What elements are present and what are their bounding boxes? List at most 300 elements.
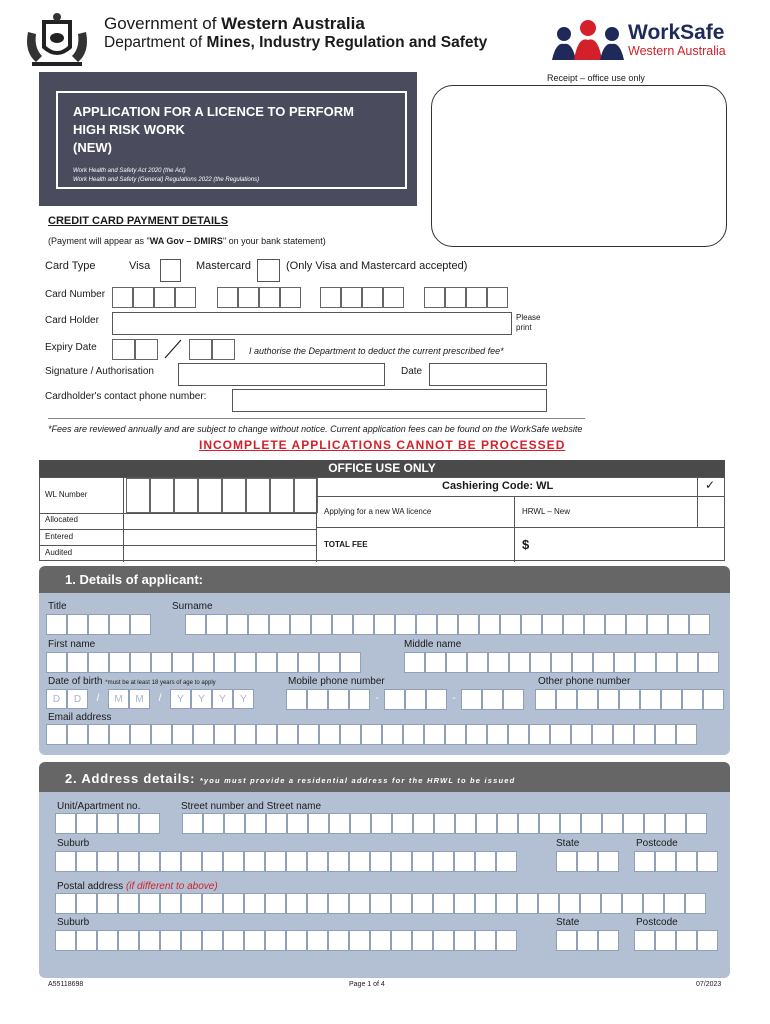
char-box[interactable] (290, 614, 311, 635)
char-box[interactable] (76, 813, 97, 834)
char-box[interactable] (535, 689, 556, 710)
char-box[interactable] (139, 851, 160, 872)
char-box[interactable] (644, 813, 665, 834)
char-box[interactable] (374, 614, 395, 635)
char-box[interactable] (551, 652, 572, 673)
char-box[interactable] (556, 851, 577, 872)
char-box[interactable] (298, 652, 319, 673)
char-box[interactable] (446, 652, 467, 673)
char-box[interactable] (88, 652, 109, 673)
char-box[interactable] (76, 851, 97, 872)
char-box[interactable] (697, 930, 718, 951)
char-box[interactable] (584, 614, 605, 635)
char-box[interactable] (151, 724, 172, 745)
title-input[interactable] (46, 614, 151, 635)
postal-postcode-label: Postcode (636, 917, 678, 928)
char-box[interactable] (580, 893, 601, 914)
char-box[interactable] (668, 614, 689, 635)
char-box[interactable] (602, 813, 623, 834)
char-box[interactable] (307, 689, 328, 710)
char-box[interactable] (697, 851, 718, 872)
char-box[interactable] (328, 851, 349, 872)
postal-input[interactable] (55, 893, 706, 914)
visa-checkbox[interactable] (160, 259, 181, 282)
char-box[interactable] (286, 893, 307, 914)
char-box[interactable] (437, 614, 458, 635)
char-box[interactable] (433, 851, 454, 872)
char-box[interactable] (349, 930, 370, 951)
char-box[interactable] (130, 614, 151, 635)
char-box[interactable] (181, 851, 202, 872)
accepted-note: (Only Visa and Mastercard accepted) (286, 260, 468, 272)
postcode-label: Postcode (636, 838, 678, 849)
char-box[interactable] (581, 813, 602, 834)
worksafe-logo-icon (548, 14, 628, 64)
mastercard-label: Mastercard (196, 260, 252, 272)
char-box[interactable] (307, 930, 328, 951)
char-box[interactable] (286, 930, 307, 951)
expiry-month-input[interactable] (112, 339, 158, 360)
char-box[interactable] (454, 893, 475, 914)
char-box[interactable] (160, 851, 181, 872)
char-box[interactable] (542, 614, 563, 635)
char-box[interactable] (488, 652, 509, 673)
char-box[interactable] (286, 689, 307, 710)
section1-heading: 1. Details of applicant: (65, 572, 203, 587)
char-box[interactable] (265, 893, 286, 914)
char-box[interactable] (392, 813, 413, 834)
char-box[interactable] (634, 851, 655, 872)
char-box[interactable] (577, 851, 598, 872)
char-box[interactable] (67, 724, 88, 745)
char-box[interactable] (619, 689, 640, 710)
char-box[interactable] (244, 851, 265, 872)
allocated-label: Allocated (45, 515, 78, 524)
char-box[interactable] (412, 893, 433, 914)
char-box[interactable] (245, 813, 266, 834)
char-box[interactable] (193, 724, 214, 745)
char-box[interactable] (109, 724, 130, 745)
char-box[interactable] (664, 893, 685, 914)
state-label: State (556, 838, 580, 849)
char-box[interactable] (203, 813, 224, 834)
wl-number-input[interactable] (126, 478, 318, 513)
char-box[interactable] (601, 893, 622, 914)
char-box[interactable] (413, 813, 434, 834)
char-box[interactable] (412, 930, 433, 951)
char-box[interactable] (698, 652, 719, 673)
char-box[interactable] (482, 689, 503, 710)
expiry-year-input[interactable] (189, 339, 235, 360)
char-box[interactable] (286, 851, 307, 872)
char-box[interactable] (496, 851, 517, 872)
postal-postcode-input[interactable] (634, 930, 718, 951)
first-name-input[interactable] (46, 652, 361, 673)
char-box[interactable] (329, 813, 350, 834)
char-box[interactable] (703, 689, 724, 710)
state-input[interactable] (556, 851, 619, 872)
char-box[interactable] (598, 851, 619, 872)
char-box[interactable] (266, 813, 287, 834)
char-box[interactable] (350, 813, 371, 834)
char-box[interactable] (46, 652, 67, 673)
char-box[interactable] (571, 724, 592, 745)
char-box[interactable] (634, 930, 655, 951)
char-box[interactable] (614, 652, 635, 673)
char-box[interactable] (55, 930, 76, 951)
char-box[interactable] (206, 614, 227, 635)
char-box[interactable] (223, 893, 244, 914)
char-box[interactable] (109, 652, 130, 673)
char-box[interactable] (496, 930, 517, 951)
first-name-label: First name (48, 639, 96, 650)
office-use-table (39, 477, 725, 561)
char-box[interactable] (661, 689, 682, 710)
char-box[interactable] (118, 813, 139, 834)
char-box[interactable] (676, 930, 697, 951)
char-box[interactable] (67, 614, 88, 635)
char-box[interactable] (224, 813, 245, 834)
char-box[interactable] (76, 893, 97, 914)
char-box[interactable] (193, 652, 214, 673)
char-box[interactable] (172, 724, 193, 745)
char-box[interactable] (182, 813, 203, 834)
char-box[interactable] (391, 930, 412, 951)
postcode-input[interactable] (634, 851, 718, 872)
char-box[interactable] (235, 652, 256, 673)
char-box[interactable] (349, 893, 370, 914)
postal-suburb-input[interactable] (55, 930, 517, 951)
char-box[interactable] (665, 813, 686, 834)
char-box[interactable] (529, 724, 550, 745)
char-box[interactable] (655, 724, 676, 745)
payment-date-input[interactable] (429, 363, 547, 386)
char-box[interactable] (277, 652, 298, 673)
char-box[interactable] (97, 813, 118, 834)
char-box[interactable] (556, 689, 577, 710)
char-box[interactable] (248, 614, 269, 635)
title-label: Title (48, 601, 67, 612)
char-box[interactable] (328, 689, 349, 710)
char-box[interactable] (563, 614, 584, 635)
char-box[interactable] (550, 724, 571, 745)
unit-label: Unit/Apartment no. (57, 801, 141, 812)
char-box[interactable] (227, 614, 248, 635)
worksafe-wordmark: WorkSafe Western Australia (628, 21, 726, 58)
char-box[interactable] (598, 689, 619, 710)
char-box[interactable] (130, 724, 151, 745)
card-number-group-4[interactable] (424, 287, 508, 308)
char-box[interactable] (256, 724, 277, 745)
postal-label: Postal address (if different to above) (57, 881, 218, 892)
char-box[interactable] (475, 930, 496, 951)
char-box[interactable] (118, 930, 139, 951)
char-box[interactable] (677, 652, 698, 673)
char-box[interactable] (109, 614, 130, 635)
postal-state-input[interactable] (556, 930, 619, 951)
char-box[interactable] (308, 813, 329, 834)
char-box[interactable] (181, 930, 202, 951)
char-box[interactable] (487, 724, 508, 745)
char-box[interactable] (454, 930, 475, 951)
char-box[interactable] (622, 893, 643, 914)
char-box[interactable] (328, 930, 349, 951)
char-box[interactable] (353, 614, 374, 635)
char-box[interactable] (626, 614, 647, 635)
char-box[interactable] (202, 851, 223, 872)
char-box[interactable] (466, 724, 487, 745)
char-box[interactable] (277, 724, 298, 745)
act-1: Work Health and Safety Act 2020 (the Act) (73, 168, 186, 174)
char-box[interactable] (391, 893, 412, 914)
char-box[interactable] (328, 893, 349, 914)
char-box[interactable] (202, 893, 223, 914)
char-box[interactable] (46, 614, 67, 635)
char-box[interactable] (349, 689, 370, 710)
char-box[interactable] (643, 893, 664, 914)
char-box[interactable] (539, 813, 560, 834)
card-number-group-2[interactable] (217, 287, 301, 308)
char-box[interactable] (467, 652, 488, 673)
char-box[interactable] (647, 614, 668, 635)
char-box[interactable] (538, 893, 559, 914)
char-box[interactable] (160, 893, 181, 914)
signature-label: Signature / Authorisation (45, 366, 154, 377)
char-box[interactable] (311, 614, 332, 635)
char-box[interactable] (46, 724, 67, 745)
char-box[interactable] (384, 689, 405, 710)
char-box[interactable] (509, 652, 530, 673)
payment-date-label: Date (401, 366, 423, 377)
street-input[interactable] (182, 813, 707, 834)
expiry-label: Expiry Date (45, 342, 97, 353)
application-title-box (39, 72, 417, 206)
char-box[interactable] (518, 813, 539, 834)
char-box[interactable] (349, 851, 370, 872)
char-box[interactable] (572, 652, 593, 673)
char-box[interactable] (287, 813, 308, 834)
dob-input[interactable]: D D / M M / Y Y Y Y (46, 689, 254, 709)
surname-input[interactable] (185, 614, 710, 635)
char-box[interactable] (332, 614, 353, 635)
other-phone-label: Other phone number (538, 676, 631, 687)
wa-crest-logo (22, 12, 92, 68)
fees-note: *Fees are reviewed annually and are subject to change without notice. Current application fees can be found on the WorkSafe website (48, 424, 583, 434)
char-box[interactable] (475, 851, 496, 872)
char-box[interactable] (634, 724, 655, 745)
char-box[interactable] (521, 614, 542, 635)
char-box[interactable] (76, 930, 97, 951)
char-box[interactable] (151, 652, 172, 673)
char-box[interactable] (185, 614, 206, 635)
suburb-input[interactable] (55, 851, 517, 872)
char-box[interactable] (340, 652, 361, 673)
other-phone-input[interactable] (535, 689, 724, 710)
char-box[interactable] (405, 689, 426, 710)
char-box[interactable] (97, 851, 118, 872)
char-box[interactable] (503, 689, 524, 710)
char-box[interactable] (454, 851, 475, 872)
char-box[interactable] (403, 724, 424, 745)
char-box[interactable] (479, 614, 500, 635)
char-box[interactable] (598, 930, 619, 951)
char-box[interactable] (500, 614, 521, 635)
card-number-group-1[interactable] (112, 287, 196, 308)
char-box[interactable] (160, 930, 181, 951)
char-box[interactable] (623, 813, 644, 834)
char-box[interactable] (635, 652, 656, 673)
char-box[interactable] (496, 893, 517, 914)
mobile-label: Mobile phone number (288, 676, 385, 687)
char-box[interactable] (412, 851, 433, 872)
char-box[interactable] (508, 724, 529, 745)
char-box[interactable] (593, 652, 614, 673)
char-box[interactable] (461, 689, 482, 710)
unit-input[interactable] (55, 813, 160, 834)
char-box[interactable] (433, 893, 454, 914)
char-box[interactable] (88, 724, 109, 745)
char-box[interactable] (55, 893, 76, 914)
char-box[interactable] (682, 689, 703, 710)
char-box[interactable] (181, 893, 202, 914)
char-box[interactable] (118, 851, 139, 872)
char-box[interactable] (235, 724, 256, 745)
char-box[interactable] (139, 813, 160, 834)
char-box[interactable] (592, 724, 613, 745)
char-box[interactable] (118, 893, 139, 914)
char-box[interactable] (67, 652, 88, 673)
char-box[interactable] (370, 893, 391, 914)
char-box[interactable] (577, 689, 598, 710)
char-box[interactable] (689, 614, 710, 635)
email-input[interactable] (46, 724, 697, 745)
char-box[interactable] (613, 724, 634, 745)
please-print-note: Please print (516, 313, 541, 332)
char-box[interactable] (395, 614, 416, 635)
char-box[interactable] (307, 851, 328, 872)
card-holder-input[interactable] (112, 312, 512, 335)
divider (48, 418, 585, 419)
postal-state-label: State (556, 917, 580, 928)
char-box[interactable] (445, 724, 466, 745)
suburb-label: Suburb (57, 838, 90, 849)
middle-name-input[interactable] (404, 652, 719, 673)
char-box[interactable] (265, 930, 286, 951)
char-box[interactable] (244, 893, 265, 914)
char-box[interactable] (172, 652, 193, 673)
char-box[interactable] (256, 652, 277, 673)
char-box[interactable] (214, 724, 235, 745)
char-box[interactable] (319, 724, 340, 745)
char-box[interactable] (475, 893, 496, 914)
char-box[interactable] (382, 724, 403, 745)
char-box[interactable] (97, 893, 118, 914)
char-box[interactable] (139, 930, 160, 951)
card-number-label: Card Number (45, 289, 106, 300)
authorise-note: I authorise the Department to deduct the current prescribed fee* (249, 346, 504, 356)
char-box[interactable] (559, 893, 580, 914)
footer-code: A55118698 (48, 981, 84, 988)
receipt-box (431, 85, 727, 247)
char-box[interactable] (476, 813, 497, 834)
char-box[interactable] (426, 689, 447, 710)
char-box[interactable] (455, 813, 476, 834)
char-box[interactable] (340, 724, 361, 745)
char-box[interactable] (640, 689, 661, 710)
char-box[interactable] (139, 893, 160, 914)
char-box[interactable] (676, 851, 697, 872)
postal-suburb-label: Suburb (57, 917, 90, 928)
char-box[interactable] (556, 930, 577, 951)
mobile-input[interactable]: - - (286, 689, 524, 710)
char-box[interactable] (55, 813, 76, 834)
char-box[interactable] (530, 652, 551, 673)
char-box[interactable] (298, 724, 319, 745)
mastercard-checkbox[interactable] (257, 259, 280, 282)
office-use-header: OFFICE USE ONLY (39, 460, 725, 477)
char-box[interactable] (88, 614, 109, 635)
char-box[interactable] (404, 652, 425, 673)
char-box[interactable] (223, 851, 244, 872)
char-box[interactable] (307, 893, 328, 914)
char-box[interactable] (265, 851, 286, 872)
contact-label: Cardholder's contact phone number: (45, 391, 207, 402)
signature-input[interactable] (178, 363, 385, 386)
card-number-group-3[interactable] (320, 287, 404, 308)
char-box[interactable] (130, 652, 151, 673)
char-box[interactable] (577, 930, 598, 951)
char-box[interactable] (391, 851, 412, 872)
char-box[interactable] (97, 930, 118, 951)
char-box[interactable] (55, 851, 76, 872)
char-box[interactable] (425, 652, 446, 673)
title-line-1: APPLICATION FOR A LICENCE TO PERFORM (73, 104, 354, 119)
char-box[interactable] (433, 930, 454, 951)
char-box[interactable] (319, 652, 340, 673)
char-box[interactable] (655, 930, 676, 951)
char-box[interactable] (434, 813, 455, 834)
char-box[interactable] (656, 652, 677, 673)
char-box[interactable] (214, 652, 235, 673)
char-box[interactable] (223, 930, 244, 951)
char-box[interactable] (370, 851, 391, 872)
char-box[interactable] (244, 930, 265, 951)
char-box[interactable] (605, 614, 626, 635)
contact-input[interactable] (232, 389, 547, 412)
char-box[interactable] (424, 724, 445, 745)
applying-label: Applying for a new WA licence (324, 507, 432, 516)
char-box[interactable] (370, 930, 391, 951)
char-box[interactable] (686, 813, 707, 834)
char-box[interactable] (416, 614, 437, 635)
char-box[interactable] (269, 614, 290, 635)
section2-heading: 2. Address details: *you must provide a residential address for the HRWL to be issued (65, 771, 516, 786)
char-box[interactable] (560, 813, 581, 834)
char-box[interactable] (371, 813, 392, 834)
surname-label: Surname (172, 601, 213, 612)
footer-page: Page 1 of 4 (349, 981, 385, 988)
char-box[interactable] (517, 893, 538, 914)
char-box[interactable] (685, 893, 706, 914)
char-box[interactable] (497, 813, 518, 834)
payment-note: (Payment will appear as "WA Gov – DMIRS" on your bank statement) (48, 236, 326, 246)
char-box[interactable] (361, 724, 382, 745)
char-box[interactable] (676, 724, 697, 745)
char-box[interactable] (202, 930, 223, 951)
char-box[interactable] (655, 851, 676, 872)
incomplete-warning: INCOMPLETE APPLICATIONS CANNOT BE PROCESSED (199, 438, 566, 452)
char-box[interactable] (458, 614, 479, 635)
